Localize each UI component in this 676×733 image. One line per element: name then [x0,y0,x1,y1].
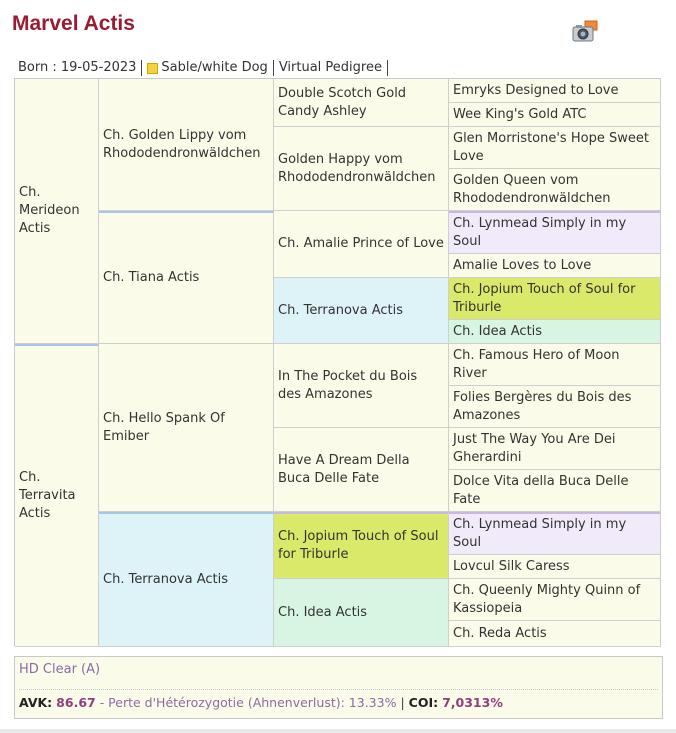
pedigree-g4-12[interactable]: Dolce Vita della Buca Delle Fate [449,470,661,512]
pedigree-g4-7[interactable]: Ch. Jopium Touch of Soul for Triburle [449,278,661,320]
pedigree-g4-1[interactable]: Emryks Designed to Love [449,79,661,103]
hd-result: HD Clear (A) [19,662,101,677]
pedigree-dam-sire[interactable]: Ch. Hello Spank Of Emiber [99,344,274,512]
pedigree-g4-10[interactable]: Folies Bergères du Bois des Amazones [449,386,661,428]
color-sex [142,60,273,76]
color-swatch-icon [147,63,158,74]
virtual-pedigree-link[interactable]: Virtual Pedigree [274,60,388,76]
pedigree-sire-sire[interactable]: Ch. Golden Lippy vom Rhododendronwäldchen [99,79,274,211]
pedigree-dam[interactable]: Ch. Terravita Actis [15,344,99,647]
pedigree-g3-1[interactable]: Double Scotch Gold Candy Ashley [274,79,449,127]
coi-value: 7,0313% [442,695,503,710]
pedigree-g3-2[interactable]: Golden Happy vom Rhododendronwäldchen [274,127,449,211]
born-date: Born : 19-05-2023 [14,60,142,76]
pedigree-g4-15[interactable]: Ch. Queenly Mighty Quinn of Kassiopeia [449,579,661,621]
pedigree-g3-6[interactable]: Have A Dream Della Buca Delle Fate [274,428,449,512]
pedigree-g4-2[interactable]: Wee King's Gold ATC [449,103,661,127]
avk-value: 86.67 [56,695,96,710]
pedigree-g4-13[interactable]: Ch. Lynmead Simply in my Soul [449,512,661,555]
camera-icon[interactable] [571,20,599,44]
perte-text: - Perte d'Hétérozygotie (Ahnenverlust): 13.33% [99,695,397,710]
pedigree-g4-3[interactable]: Glen Morristone's Hope Sweet Love [449,127,661,169]
pedigree-g4-6[interactable]: Amalie Loves to Love [449,254,661,278]
inbreeding-stats [19,695,503,710]
pedigree-g4-4[interactable]: Golden Queen vom Rhododendronwäldchen [449,169,661,211]
dotted-divider [19,689,658,690]
page-title: Marvel Actis [12,12,135,35]
pedigree-dam-dam[interactable]: Ch. Terranova Actis [99,512,274,647]
pedigree-table [14,78,661,646]
pedigree-g4-5[interactable]: Ch. Lynmead Simply in my Soul [449,211,661,254]
avk-label: AVK: [19,695,53,710]
pedigree-g3-7[interactable]: Ch. Jopium Touch of Soul for Triburle [274,512,449,579]
pedigree-g3-3[interactable]: Ch. Amalie Prince of Love [274,211,449,278]
pedigree-g3-5[interactable]: In The Pocket du Bois des Amazones [274,344,449,428]
coi-label: COI: [408,695,439,710]
color-sex-label: Sable/white Dog [161,60,268,75]
pedigree-g4-11[interactable]: Just The Way You Are Dei Gherardini [449,428,661,470]
pedigree-g4-16[interactable]: Ch. Reda Actis [449,621,661,647]
bottom-divider [0,729,676,733]
pedigree-g4-8[interactable]: Ch. Idea Actis [449,320,661,344]
pedigree-sire[interactable]: Ch. Merideon Actis [15,79,99,344]
pedigree-g3-4[interactable]: Ch. Terranova Actis [274,278,449,344]
info-bar [14,58,388,78]
pedigree-sire-dam[interactable]: Ch. Tiana Actis [99,211,274,344]
pedigree-g4-14[interactable]: Lovcul Silk Caress [449,555,661,579]
stats-separator: | [400,695,405,710]
pedigree-g3-8[interactable]: Ch. Idea Actis [274,579,449,647]
health-info-box [14,656,663,719]
pedigree-g4-9[interactable]: Ch. Famous Hero of Moon River [449,344,661,386]
